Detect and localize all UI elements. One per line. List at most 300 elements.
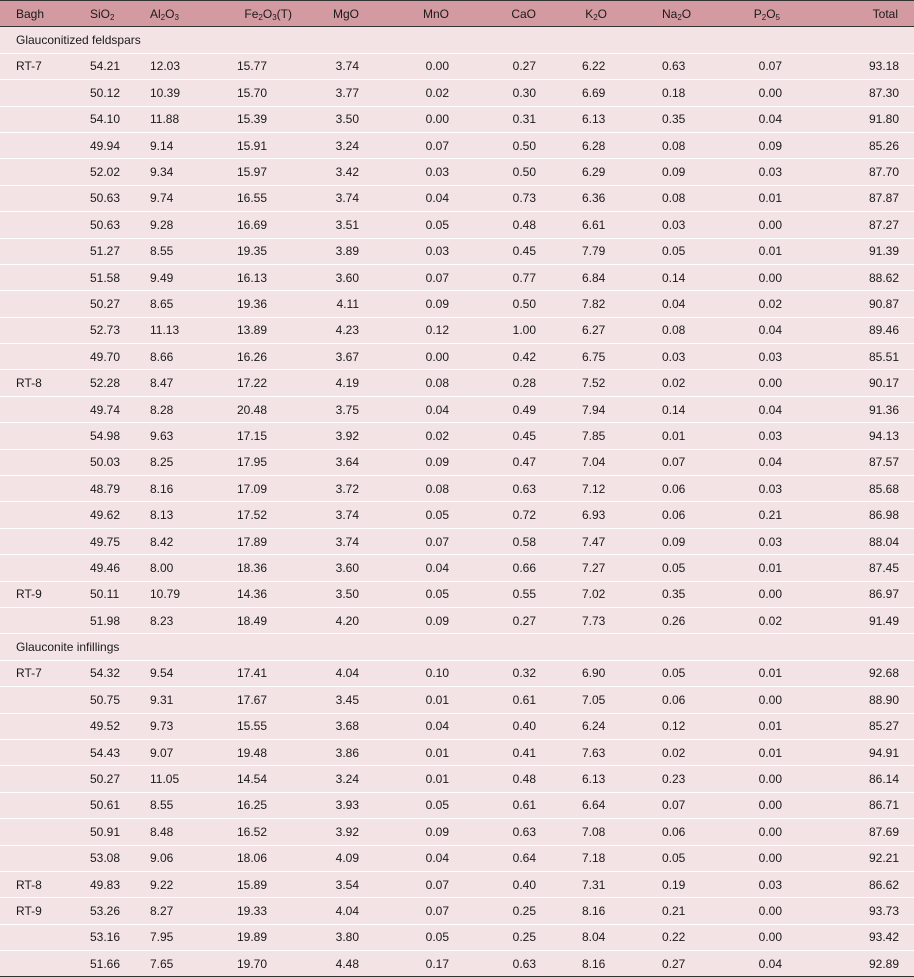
table-row — [0, 898, 914, 924]
table-row — [0, 871, 914, 897]
value-cell: 3.92 — [320, 819, 413, 845]
table-row — [0, 845, 914, 871]
value-cell: 50.12 — [90, 80, 150, 106]
value-cell: 0.73 — [502, 185, 582, 211]
value-cell: 87.27 — [833, 212, 914, 238]
sample-cell — [0, 951, 90, 977]
value-cell: 10.79 — [150, 581, 220, 607]
value-cell: 85.26 — [833, 132, 914, 158]
value-cell: 0.06 — [662, 687, 746, 713]
value-cell: 0.00 — [746, 264, 833, 290]
sample-cell — [0, 555, 90, 581]
value-cell: 0.28 — [502, 370, 582, 396]
value-cell: 6.27 — [582, 317, 662, 343]
value-cell: 0.09 — [662, 528, 746, 554]
value-cell: 6.22 — [582, 53, 662, 79]
sample-cell — [0, 819, 90, 845]
table-header — [0, 1, 914, 27]
value-cell: 0.27 — [662, 951, 746, 977]
value-cell: 0.00 — [746, 924, 833, 950]
column-header — [0, 1, 90, 27]
value-cell: 0.06 — [662, 502, 746, 528]
value-cell: 93.18 — [833, 53, 914, 79]
value-cell: 86.14 — [833, 766, 914, 792]
value-cell: 0.25 — [502, 924, 582, 950]
value-cell: 6.24 — [582, 713, 662, 739]
table-row — [0, 792, 914, 818]
header-text: CaO — [511, 6, 536, 21]
value-cell: 7.47 — [582, 528, 662, 554]
table-row — [0, 819, 914, 845]
value-cell: 0.03 — [746, 528, 833, 554]
column-header — [220, 1, 320, 27]
value-cell: 0.05 — [662, 845, 746, 871]
value-cell: 0.03 — [413, 159, 502, 185]
table-row — [0, 159, 914, 185]
value-cell: 49.62 — [90, 502, 150, 528]
value-cell: 86.62 — [833, 871, 914, 897]
value-cell: 0.35 — [662, 106, 746, 132]
value-cell: 50.03 — [90, 449, 150, 475]
value-cell: 9.14 — [150, 132, 220, 158]
value-cell: 8.13 — [150, 502, 220, 528]
value-cell: 93.73 — [833, 898, 914, 924]
value-cell: 9.49 — [150, 264, 220, 290]
value-cell: 0.07 — [413, 264, 502, 290]
column-header — [90, 1, 150, 27]
value-cell: 52.28 — [90, 370, 150, 396]
value-cell: 0.07 — [413, 132, 502, 158]
sample-cell — [0, 713, 90, 739]
value-cell: 15.89 — [220, 871, 320, 897]
value-cell: 8.16 — [150, 476, 220, 502]
value-cell: 3.93 — [320, 792, 413, 818]
value-cell: 49.94 — [90, 132, 150, 158]
header-text: Na — [662, 6, 678, 21]
value-cell: 0.40 — [502, 871, 582, 897]
value-cell: 0.03 — [746, 159, 833, 185]
column-header — [746, 1, 833, 27]
value-cell: 86.71 — [833, 792, 914, 818]
table-row — [0, 344, 914, 370]
value-cell: 0.05 — [413, 581, 502, 607]
value-cell: 3.64 — [320, 449, 413, 475]
value-cell: 0.03 — [746, 871, 833, 897]
header-text: O — [766, 6, 776, 21]
sample-cell — [0, 344, 90, 370]
value-cell: 3.51 — [320, 212, 413, 238]
value-cell: 49.74 — [90, 396, 150, 422]
value-cell: 3.72 — [320, 476, 413, 502]
value-cell: 17.95 — [220, 449, 320, 475]
value-cell: 0.02 — [662, 370, 746, 396]
value-cell: 0.03 — [746, 476, 833, 502]
value-cell: 51.27 — [90, 238, 150, 264]
value-cell: 0.04 — [413, 185, 502, 211]
value-cell: 3.24 — [320, 132, 413, 158]
value-cell: 15.39 — [220, 106, 320, 132]
value-cell: 3.92 — [320, 423, 413, 449]
table-row — [0, 238, 914, 264]
value-cell: 3.68 — [320, 713, 413, 739]
value-cell: 0.66 — [502, 555, 582, 581]
value-cell: 14.54 — [220, 766, 320, 792]
value-cell: 0.08 — [413, 370, 502, 396]
sample-cell: RT-7 — [0, 660, 90, 686]
value-cell: 0.05 — [413, 212, 502, 238]
sample-cell — [0, 317, 90, 343]
value-cell: 7.95 — [150, 924, 220, 950]
value-cell: 50.75 — [90, 687, 150, 713]
value-cell: 7.05 — [582, 687, 662, 713]
column-header — [320, 1, 413, 27]
value-cell: 4.48 — [320, 951, 413, 977]
value-cell: 0.03 — [662, 212, 746, 238]
value-cell: 4.04 — [320, 898, 413, 924]
value-cell: 54.10 — [90, 106, 150, 132]
subscript: 2 — [258, 12, 263, 22]
value-cell: 0.63 — [502, 819, 582, 845]
value-cell: 0.31 — [502, 106, 582, 132]
table-row — [0, 212, 914, 238]
value-cell: 6.13 — [582, 106, 662, 132]
value-cell: 18.36 — [220, 555, 320, 581]
value-cell: 0.09 — [413, 819, 502, 845]
value-cell: 4.04 — [320, 660, 413, 686]
value-cell: 8.23 — [150, 607, 220, 633]
value-cell: 0.18 — [662, 80, 746, 106]
value-cell: 0.27 — [502, 53, 582, 79]
value-cell: 7.31 — [582, 871, 662, 897]
value-cell: 0.00 — [413, 53, 502, 79]
value-cell: 0.04 — [746, 396, 833, 422]
value-cell: 90.87 — [833, 291, 914, 317]
value-cell: 0.50 — [502, 132, 582, 158]
value-cell: 0.58 — [502, 528, 582, 554]
header-text: SiO — [90, 6, 111, 21]
value-cell: 6.64 — [582, 792, 662, 818]
value-cell: 10.39 — [150, 80, 220, 106]
value-cell: 17.52 — [220, 502, 320, 528]
value-cell: 7.63 — [582, 739, 662, 765]
value-cell: 18.06 — [220, 845, 320, 871]
value-cell: 0.14 — [662, 264, 746, 290]
value-cell: 3.60 — [320, 555, 413, 581]
sample-cell — [0, 792, 90, 818]
value-cell: 0.01 — [746, 185, 833, 211]
sample-cell — [0, 607, 90, 633]
value-cell: 0.00 — [746, 845, 833, 871]
value-cell: 15.97 — [220, 159, 320, 185]
value-cell: 0.01 — [746, 238, 833, 264]
section-title: Glauconitized feldspars — [0, 27, 914, 53]
table-row — [0, 132, 914, 158]
value-cell: 0.05 — [413, 792, 502, 818]
value-cell: 54.32 — [90, 660, 150, 686]
value-cell: 8.65 — [150, 291, 220, 317]
value-cell: 50.63 — [90, 212, 150, 238]
value-cell: 8.27 — [150, 898, 220, 924]
sample-cell — [0, 396, 90, 422]
value-cell: 8.16 — [582, 898, 662, 924]
header-row — [0, 1, 914, 27]
value-cell: 0.04 — [413, 396, 502, 422]
value-cell: 9.54 — [150, 660, 220, 686]
value-cell: 3.89 — [320, 238, 413, 264]
value-cell: 0.61 — [502, 792, 582, 818]
value-cell: 0.02 — [413, 423, 502, 449]
column-header — [662, 1, 746, 27]
value-cell: 16.69 — [220, 212, 320, 238]
table-row — [0, 555, 914, 581]
sample-cell — [0, 924, 90, 950]
value-cell: 18.49 — [220, 607, 320, 633]
value-cell: 0.01 — [746, 660, 833, 686]
sample-cell: RT-8 — [0, 370, 90, 396]
value-cell: 92.68 — [833, 660, 914, 686]
value-cell: 6.36 — [582, 185, 662, 211]
column-header — [150, 1, 220, 27]
value-cell: 0.49 — [502, 396, 582, 422]
value-cell: 0.02 — [413, 80, 502, 106]
value-cell: 87.57 — [833, 449, 914, 475]
value-cell: 17.15 — [220, 423, 320, 449]
value-cell: 6.84 — [582, 264, 662, 290]
value-cell: 3.74 — [320, 528, 413, 554]
value-cell: 0.00 — [746, 766, 833, 792]
subscript: 3 — [174, 12, 179, 22]
value-cell: 0.00 — [746, 898, 833, 924]
sample-cell: RT-8 — [0, 871, 90, 897]
value-cell: 7.52 — [582, 370, 662, 396]
header-text: K — [585, 6, 594, 21]
value-cell: 0.47 — [502, 449, 582, 475]
value-cell: 16.52 — [220, 819, 320, 845]
value-cell: 7.94 — [582, 396, 662, 422]
value-cell: 0.06 — [662, 819, 746, 845]
value-cell: 7.18 — [582, 845, 662, 871]
table-row — [0, 502, 914, 528]
value-cell: 11.05 — [150, 766, 220, 792]
value-cell: 0.04 — [662, 291, 746, 317]
value-cell: 15.70 — [220, 80, 320, 106]
value-cell: 49.70 — [90, 344, 150, 370]
value-cell: 52.73 — [90, 317, 150, 343]
header-text: Al — [150, 6, 161, 21]
value-cell: 3.50 — [320, 106, 413, 132]
header-text: O — [597, 6, 607, 21]
value-cell: 0.22 — [662, 924, 746, 950]
value-cell: 49.83 — [90, 871, 150, 897]
value-cell: 0.00 — [413, 344, 502, 370]
value-cell: 0.00 — [746, 370, 833, 396]
value-cell: 88.90 — [833, 687, 914, 713]
value-cell: 87.69 — [833, 819, 914, 845]
value-cell: 0.00 — [746, 212, 833, 238]
sample-cell — [0, 291, 90, 317]
value-cell: 92.21 — [833, 845, 914, 871]
value-cell: 91.80 — [833, 106, 914, 132]
column-header — [502, 1, 582, 27]
value-cell: 11.88 — [150, 106, 220, 132]
table-row — [0, 607, 914, 633]
value-cell: 6.13 — [582, 766, 662, 792]
value-cell: 0.26 — [662, 607, 746, 633]
header-text: (T) — [276, 6, 292, 21]
value-cell: 17.41 — [220, 660, 320, 686]
sample-cell — [0, 185, 90, 211]
value-cell: 6.93 — [582, 502, 662, 528]
sample-cell — [0, 845, 90, 871]
value-cell: 7.08 — [582, 819, 662, 845]
value-cell: 0.01 — [746, 555, 833, 581]
value-cell: 91.49 — [833, 607, 914, 633]
value-cell: 52.02 — [90, 159, 150, 185]
sample-cell — [0, 238, 90, 264]
table-row — [0, 951, 914, 977]
value-cell: 87.45 — [833, 555, 914, 581]
table-row — [0, 53, 914, 79]
value-cell: 0.07 — [413, 528, 502, 554]
value-cell: 0.02 — [746, 607, 833, 633]
value-cell: 0.04 — [746, 317, 833, 343]
subscript: 2 — [160, 12, 166, 22]
value-cell: 16.26 — [220, 344, 320, 370]
value-cell: 0.64 — [502, 845, 582, 871]
value-cell: 0.03 — [746, 344, 833, 370]
value-cell: 8.48 — [150, 819, 220, 845]
value-cell: 0.00 — [746, 819, 833, 845]
value-cell: 0.04 — [746, 951, 833, 977]
sample-cell: RT-7 — [0, 53, 90, 79]
value-cell: 0.48 — [502, 212, 582, 238]
value-cell: 9.34 — [150, 159, 220, 185]
value-cell: 0.09 — [746, 132, 833, 158]
value-cell: 85.68 — [833, 476, 914, 502]
sample-cell: RT-9 — [0, 898, 90, 924]
value-cell: 13.89 — [220, 317, 320, 343]
value-cell: 4.23 — [320, 317, 413, 343]
value-cell: 92.89 — [833, 951, 914, 977]
section-title: Glauconite infillings — [0, 634, 914, 660]
table-body — [0, 27, 914, 977]
subscript: 3 — [272, 12, 277, 22]
value-cell: 8.42 — [150, 528, 220, 554]
value-cell: 0.05 — [662, 238, 746, 264]
value-cell: 0.08 — [662, 317, 746, 343]
value-cell: 3.60 — [320, 264, 413, 290]
value-cell: 0.10 — [413, 660, 502, 686]
value-cell: 17.09 — [220, 476, 320, 502]
header-text: MgO — [332, 6, 359, 21]
value-cell: 85.27 — [833, 713, 914, 739]
value-cell: 94.91 — [833, 739, 914, 765]
value-cell: 0.04 — [413, 845, 502, 871]
value-cell: 0.45 — [502, 423, 582, 449]
value-cell: 85.51 — [833, 344, 914, 370]
value-cell: 0.09 — [413, 291, 502, 317]
value-cell: 0.25 — [502, 898, 582, 924]
value-cell: 7.27 — [582, 555, 662, 581]
table-row — [0, 423, 914, 449]
value-cell: 19.36 — [220, 291, 320, 317]
value-cell: 87.70 — [833, 159, 914, 185]
value-cell: 15.55 — [220, 713, 320, 739]
value-cell: 3.80 — [320, 924, 413, 950]
value-cell: 9.73 — [150, 713, 220, 739]
value-cell: 86.97 — [833, 581, 914, 607]
sample-cell — [0, 132, 90, 158]
value-cell: 3.45 — [320, 687, 413, 713]
value-cell: 49.46 — [90, 555, 150, 581]
value-cell: 9.07 — [150, 739, 220, 765]
value-cell: 16.55 — [220, 185, 320, 211]
value-cell: 0.21 — [662, 898, 746, 924]
value-cell: 50.27 — [90, 766, 150, 792]
value-cell: 8.00 — [150, 555, 220, 581]
value-cell: 12.03 — [150, 53, 220, 79]
table-row — [0, 370, 914, 396]
value-cell: 0.01 — [746, 713, 833, 739]
section-row — [0, 634, 914, 660]
value-cell: 50.63 — [90, 185, 150, 211]
value-cell: 11.13 — [150, 317, 220, 343]
value-cell: 0.40 — [502, 713, 582, 739]
subscript: 2 — [761, 12, 767, 22]
subscript: 5 — [775, 12, 780, 22]
subscript: 2 — [677, 12, 682, 22]
value-cell: 91.39 — [833, 238, 914, 264]
sample-cell — [0, 528, 90, 554]
value-cell: 7.65 — [150, 951, 220, 977]
value-cell: 0.21 — [746, 502, 833, 528]
value-cell: 89.46 — [833, 317, 914, 343]
value-cell: 1.00 — [502, 317, 582, 343]
value-cell: 6.69 — [582, 80, 662, 106]
value-cell: 0.06 — [662, 476, 746, 502]
value-cell: 8.66 — [150, 344, 220, 370]
value-cell: 3.24 — [320, 766, 413, 792]
value-cell: 0.01 — [746, 739, 833, 765]
value-cell: 0.08 — [662, 132, 746, 158]
table-row — [0, 264, 914, 290]
value-cell: 6.75 — [582, 344, 662, 370]
value-cell: 6.29 — [582, 159, 662, 185]
value-cell: 3.74 — [320, 185, 413, 211]
value-cell: 50.61 — [90, 792, 150, 818]
subscript: 2 — [593, 12, 598, 22]
value-cell: 91.36 — [833, 396, 914, 422]
value-cell: 0.19 — [662, 871, 746, 897]
table-row — [0, 766, 914, 792]
sample-cell — [0, 423, 90, 449]
value-cell: 0.05 — [413, 502, 502, 528]
value-cell: 0.48 — [502, 766, 582, 792]
table-row — [0, 581, 914, 607]
value-cell: 3.42 — [320, 159, 413, 185]
value-cell: 0.09 — [662, 159, 746, 185]
table-row — [0, 80, 914, 106]
table-row — [0, 317, 914, 343]
value-cell: 3.74 — [320, 502, 413, 528]
value-cell: 54.43 — [90, 739, 150, 765]
value-cell: 53.08 — [90, 845, 150, 871]
value-cell: 50.91 — [90, 819, 150, 845]
value-cell: 0.07 — [746, 53, 833, 79]
value-cell: 4.19 — [320, 370, 413, 396]
value-cell: 0.08 — [413, 476, 502, 502]
value-cell: 51.66 — [90, 951, 150, 977]
